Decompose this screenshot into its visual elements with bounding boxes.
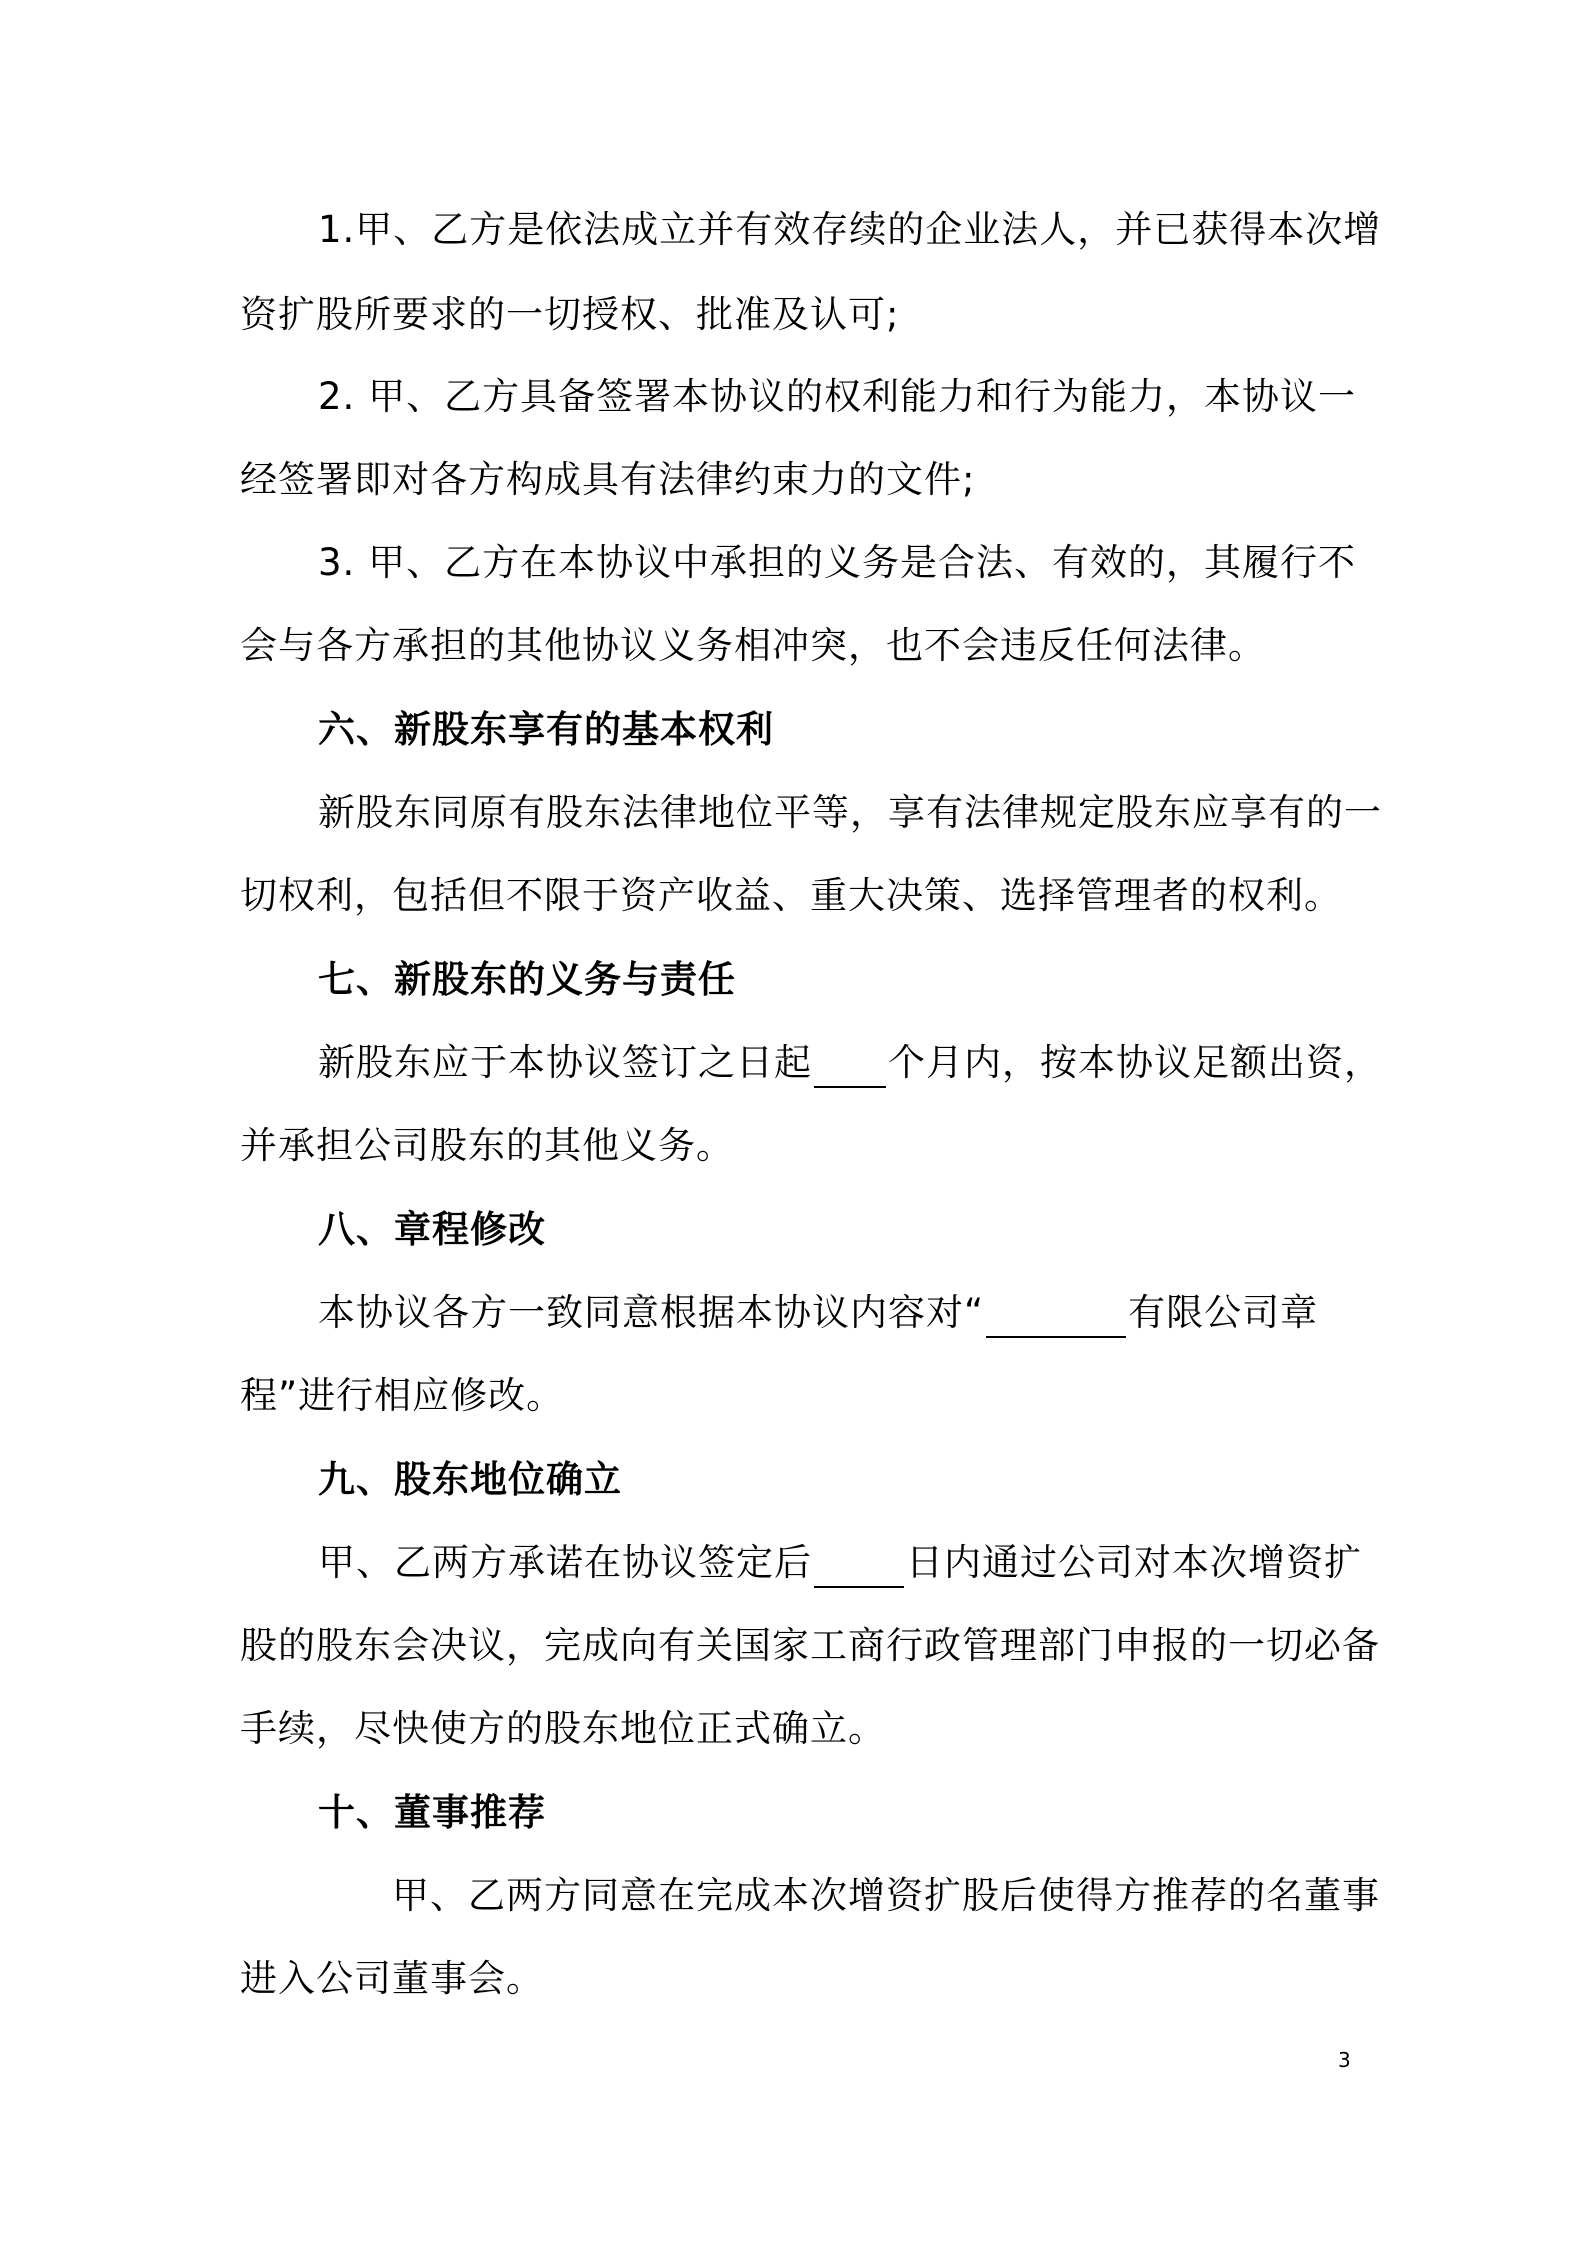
paragraph-line: 3. 甲、乙方在本协议中承担的义务是合法、有效的，其履行不 <box>318 541 1357 584</box>
line-text: 有限公司章 <box>1128 1291 1319 1334</box>
paragraph-line: 资扩股所要求的一切授权、批准及认可; <box>240 293 900 336</box>
page-number: 3 <box>1338 2048 1351 2072</box>
paragraph-line: 新股东同原有股东法律地位平等，享有法律规定股东应享有的一 <box>318 791 1382 834</box>
line-text: 日内通过公司对本次增资扩 <box>906 1541 1362 1584</box>
section-heading-9: 九、股东地位确立 <box>318 1458 622 1501</box>
section-heading-8: 八、章程修改 <box>318 1208 546 1251</box>
paragraph-line: 1.甲、乙方是依法成立并有效存续的企业法人，并已获得本次增 <box>318 208 1382 251</box>
line-text: 个月内，按本协议足额出资， <box>888 1041 1382 1084</box>
company-name-blank <box>986 1296 1126 1338</box>
paragraph-line <box>318 1038 1382 1088</box>
paragraph-line <box>318 1538 1362 1588</box>
paragraph-line: 切权利，包括但不限于资产收益、重大决策、选择管理者的权利。 <box>240 874 1342 917</box>
section-heading-6: 六、新股东享有的基本权利 <box>318 708 774 751</box>
section-heading-7: 七、新股东的义务与责任 <box>318 958 736 1001</box>
paragraph-line: 程”进行相应修改。 <box>240 1374 565 1417</box>
paragraph-line: 进入公司董事会。 <box>240 1957 544 2000</box>
line-text: 新股东应于本协议签订之日起 <box>318 1041 812 1084</box>
months-blank <box>814 1046 886 1088</box>
days-blank <box>814 1546 904 1588</box>
paragraph-line: 2. 甲、乙方具备签署本协议的权利能力和行为能力，本协议一 <box>318 375 1357 418</box>
paragraph-line: 甲、乙两方同意在完成本次增资扩股后使得方推荐的名董事 <box>392 1874 1380 1917</box>
line-text: 本协议各方一致同意根据本协议内容对“ <box>318 1291 985 1334</box>
paragraph-line: 股的股东会决议，完成向有关国家工商行政管理部门申报的一切必备 <box>240 1624 1380 1667</box>
paragraph-line: 会与各方承担的其他协议义务相冲突，也不会违反任何法律。 <box>240 624 1266 667</box>
paragraph-line <box>318 1288 1318 1338</box>
line-text: 甲、乙两方承诺在协议签定后 <box>318 1541 812 1584</box>
paragraph-line: 经签署即对各方构成具有法律约束力的文件; <box>240 458 976 501</box>
paragraph-line: 并承担公司股东的其他义务。 <box>240 1124 734 1167</box>
section-heading-10: 十、董事推荐 <box>318 1791 546 1834</box>
paragraph-line: 手续，尽快使方的股东地位正式确立。 <box>240 1707 886 1750</box>
